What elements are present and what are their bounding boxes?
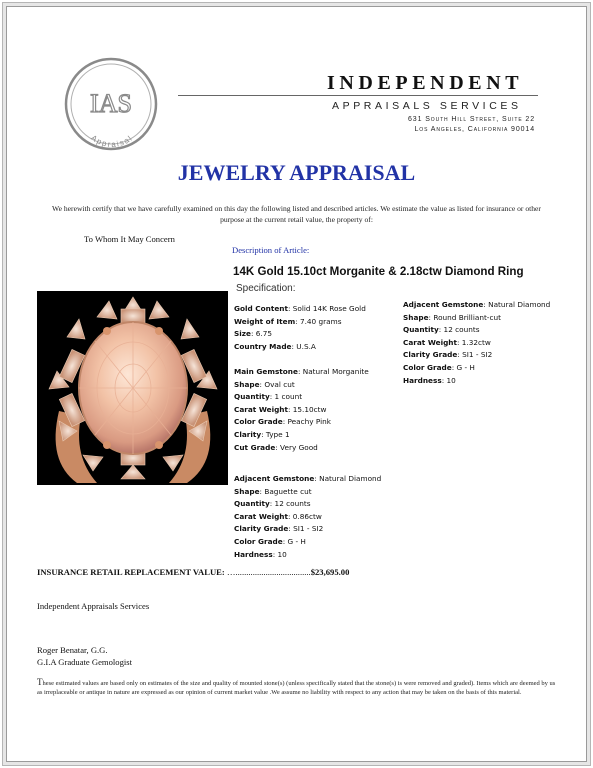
address-line-2: Los Angeles, California 90014 [414, 126, 535, 133]
spec-row: Color Grade: G - H [234, 536, 306, 546]
insurance-value-line [37, 567, 349, 577]
spec-row: Adjacent Gemstone: Natural Diamond [234, 474, 382, 483]
spec-row: Country Made: U.S.A [234, 341, 316, 351]
insurance-value-label: INSURANCE RETAIL REPLACEMENT VALUE: [37, 567, 225, 577]
appraiser-name: Roger Benatar, G.G. [37, 645, 108, 655]
spec-row: Carat Weight: 1.32ctw [403, 337, 491, 347]
spec-row: Main Gemstone: Natural Morganite [234, 366, 369, 376]
spec-row: Size: 6.75 [234, 329, 272, 339]
spec-row: Weight of Item: 7.40 grams [234, 316, 342, 326]
ring-photo [37, 291, 228, 485]
spec-row: Color Grade: G - H [403, 362, 475, 372]
description-label: Description of Article: [232, 245, 310, 255]
ias-logo [64, 57, 158, 151]
spec-row: Clarity Grade: SI1 - SI2 [403, 350, 493, 360]
spec-row: Hardness: 10 [403, 375, 456, 385]
certification-statement: We herewith certify that we have carefully examined on this day the following listed and described articles. We estimate the value as listed for insurance or other purpose at the current retail value, the property of: [52, 204, 541, 224]
spec-row: Gold Content: Solid 14K Rose Gold [234, 304, 366, 313]
disclaimer: These estimated values are based only on estimates of the size and quality of mounted stone(s) (unless specifically stated that the stone(s) is were removed and graded). Items which are deemed by us as irreplaceable or antique in nature are expressed as our opinion of current market value .We assume no liability with respect to any action that may be taken on the basis of this material. [37, 677, 556, 696]
logo-caption: Appraisal [89, 133, 135, 150]
spec-row: Adjacent Gemstone: Natural Diamond [403, 300, 551, 309]
spec-row: Clarity Grade: SI1 - SI2 [234, 524, 324, 534]
spec-row: Quantity: 12 counts [234, 499, 311, 509]
address-line-1: 631 South Hill Street, Suite 22 [408, 116, 535, 123]
spec-row: Shape: Baguette cut [234, 486, 312, 496]
spec-row: Hardness: 10 [234, 549, 287, 559]
insurance-value-amount: $23,695.00 [310, 567, 350, 577]
spec-row: Carat Weight: 15.10ctw [234, 404, 327, 414]
page-title: JEWELRY APPRAISAL [177, 160, 416, 185]
spec-row: Carat Weight: 0.86ctw [234, 511, 322, 521]
specification-label: Specification: [236, 283, 296, 294]
spec-row: Shape: Round Brilliant-cut [403, 312, 501, 322]
spec-row: Quantity: 1 count [234, 392, 303, 402]
adjacent-baguette-diamond-specs [234, 473, 381, 561]
insurance-value-dots: …................................... [226, 567, 311, 577]
spec-row: Shape: Oval cut [234, 379, 295, 389]
spec-row: Cut Grade: Very Good [234, 442, 318, 452]
spec-row: Clarity: Type 1 [234, 429, 290, 439]
adjacent-round-diamond-specs [403, 299, 550, 387]
brand-divider [178, 95, 538, 96]
logo-text: IAS [90, 89, 132, 118]
company-name: Independent Appraisals Services [37, 601, 150, 611]
appraiser-title: G.I.A Graduate Gemologist [37, 657, 132, 667]
recipient: To Whom It May Concern [84, 234, 175, 244]
spec-row: Color Grade: Peachy Pink [234, 417, 331, 427]
brand-subtitle: APPRAISALS SERVICES [332, 100, 522, 112]
item-title: 14K Gold 15.10ct Morganite & 2.18ctw Diamond Ring [233, 265, 524, 278]
brand-title: INDEPENDENT [327, 72, 524, 94]
general-and-main-gem-specs [234, 303, 369, 454]
spec-row: Quantity: 12 counts [403, 325, 480, 335]
